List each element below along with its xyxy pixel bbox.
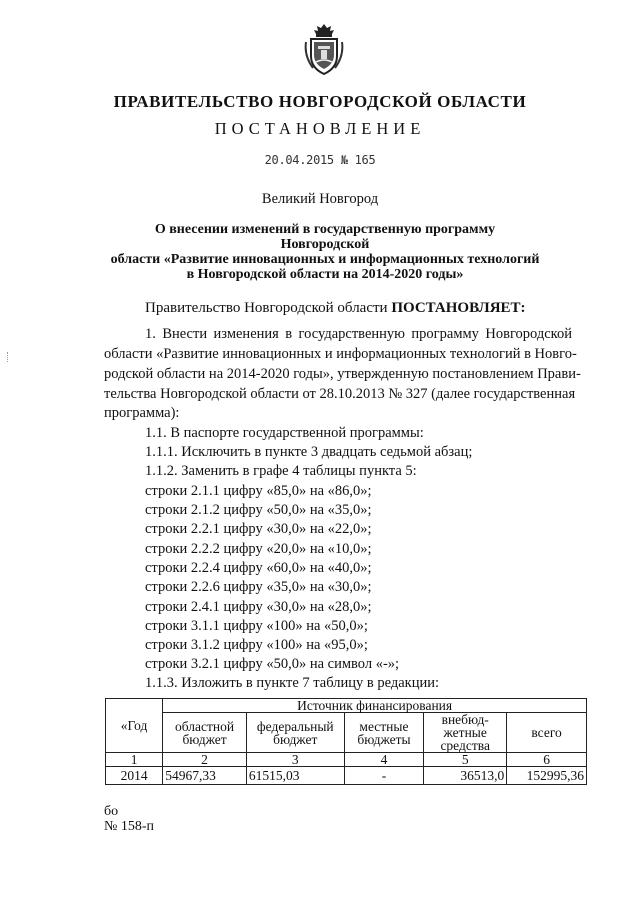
replacement-line: строки 3.1.1 цифру «100» на «50,0»; [145, 618, 368, 634]
city: Великий Новгород [261, 191, 379, 207]
table-cell: 2 [163, 753, 247, 767]
financing-table [105, 698, 587, 785]
document-subject [110, 222, 540, 282]
replacement-line: строки 2.2.1 цифру «30,0» на «22,0»; [145, 521, 372, 537]
replacement-line: строки 3.1.2 цифру «100» на «95,0»; [145, 637, 368, 653]
replacement-line: строки 3.2.1 цифру «50,0» на символ «-»; [145, 656, 400, 672]
government-title: ПРАВИТЕЛЬСТВО НОВГОРОДСКОЙ ОБЛАСТИ [113, 92, 527, 111]
financing-group-header: Источник финансирования [163, 699, 587, 713]
table-cell: 4 [344, 753, 424, 767]
paragraph-line: родской области на 2014-2020 годы», утвержденную постановлением Прави- [104, 366, 581, 382]
column-header: всего [507, 713, 587, 753]
decree-prefix: Правительство Новгородской области [145, 300, 392, 316]
document-type: ПОСТАНОВЛЕНИЕ [214, 119, 426, 138]
column-header: местные бюджеты [344, 713, 424, 753]
date-and-number: 20.04.2015 № 165 [264, 153, 376, 167]
column-header: внебюд- жетные средства [424, 713, 507, 753]
table-cell: 3 [246, 753, 344, 767]
replacement-line: строки 2.4.1 цифру «30,0» на «28,0»; [145, 599, 372, 615]
table-row [106, 767, 587, 785]
table-index-row [106, 753, 587, 767]
item-1-1: 1.1. В паспорте государственной программы: [145, 425, 424, 441]
item-1-1-3: 1.1.3. Изложить в пункте 7 таблицу в редакции: [145, 675, 440, 691]
footer-line: бо [104, 804, 119, 819]
table-cell: 6 [507, 753, 587, 767]
table-header-row [106, 699, 587, 713]
paragraph-line: 1. Внести изменения в государственную программу Новгородской [145, 326, 572, 342]
table-cell: 36513,0 [424, 767, 507, 785]
replacement-line: строки 2.1.1 цифру «85,0» на «86,0»; [145, 483, 372, 499]
table-cell: 2014 [106, 767, 163, 785]
replacement-line: строки 2.1.2 цифру «50,0» на «35,0»; [145, 502, 372, 518]
table-cell: 1 [106, 753, 163, 767]
column-header: областной бюджет [163, 713, 247, 753]
paragraph-line: программа): [104, 405, 180, 421]
replacement-line: строки 2.2.4 цифру «60,0» на «40,0»; [145, 560, 372, 576]
column-header: федеральный бюджет [246, 713, 344, 753]
replacement-line: строки 2.2.6 цифру «35,0» на «30,0»; [145, 579, 372, 595]
item-1-1-1: 1.1.1. Исключить в пункте 3 двадцать седьмой абзац; [145, 444, 473, 460]
decree-word: ПОСТАНОВЛЯЕТ: [391, 300, 526, 316]
footer-line: № 158-п [104, 819, 155, 834]
item-1-1-2: 1.1.2. Заменить в графе 4 таблицы пункта 5: [145, 463, 417, 479]
table-cell: - [344, 767, 424, 785]
paragraph-line: области «Развитие инновационных и информационных технологий в Новго- [104, 346, 577, 362]
subject-line: в Новгородской области на 2014-2020 годы» [186, 267, 464, 282]
margin-mark [7, 352, 10, 362]
table-cell: 61515,03 [246, 767, 344, 785]
subject-line: области «Развитие инновационных и информационных технологий [110, 252, 540, 267]
table-cell: 54967,33 [163, 767, 247, 785]
year-header: «Год [106, 699, 163, 753]
table-cell: 152995,36 [507, 767, 587, 785]
coat-of-arms-emblem [303, 22, 345, 76]
paragraph-line: тельства Новгородской области от 28.10.2013 № 327 (далее государственная [104, 386, 576, 402]
replacement-line: строки 2.2.2 цифру «20,0» на «10,0»; [145, 541, 372, 557]
table-header-row [106, 713, 587, 753]
footer-code [104, 804, 154, 834]
decree-statement [145, 300, 526, 317]
table-cell: 5 [424, 753, 507, 767]
subject-line: О внесении изменений в государственную программу Новгородской [154, 222, 496, 252]
